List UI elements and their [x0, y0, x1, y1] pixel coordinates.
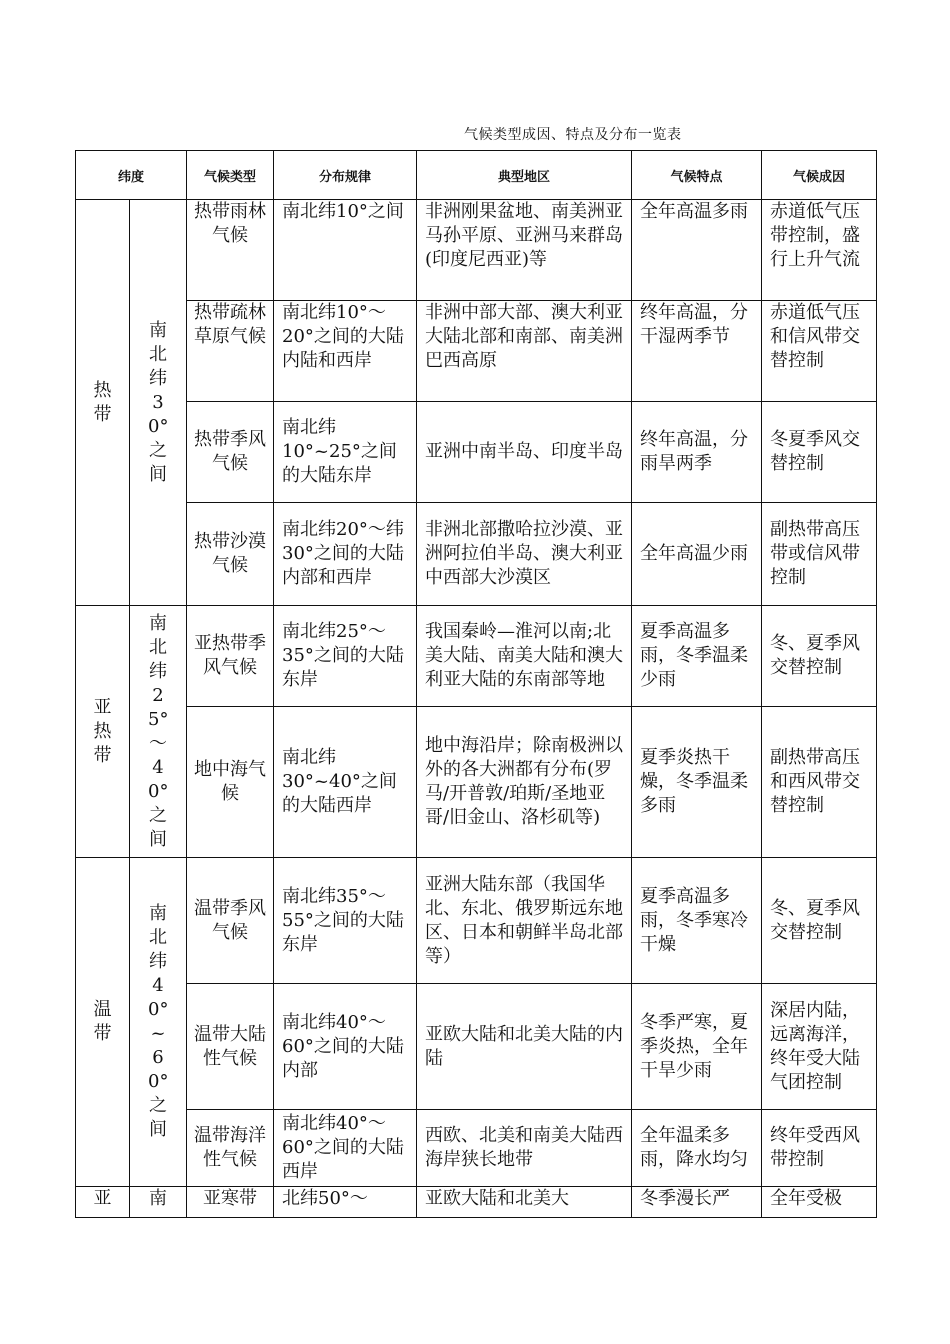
zone-name: 亚: [76, 1187, 130, 1218]
climate-type: 温带大陆性气候: [187, 984, 274, 1110]
features: 终年高温，分干湿两季节: [632, 301, 762, 402]
header-features: 气候特点: [632, 151, 762, 200]
climate-type: 热带沙漠气候: [187, 503, 274, 606]
latitude-cell: [130, 200, 187, 606]
causes: 冬、夏季风交替控制: [762, 858, 877, 984]
causes: 冬夏季风交替控制: [762, 402, 877, 503]
causes: 终年受西风带控制: [762, 1110, 877, 1187]
table-row: [76, 606, 877, 707]
distribution: 南北纬30°~40°之间的大陆西岸: [274, 707, 417, 858]
regions: 亚欧大陆和北美大陆的内陆: [417, 984, 632, 1110]
regions: 西欧、北美和南美大陆西海岸狭长地带: [417, 1110, 632, 1187]
page-title: 气候类型成因、特点及分布一览表: [464, 127, 682, 143]
features: 全年高温多雨: [632, 200, 762, 301]
table-header-row: [76, 151, 877, 200]
climate-type: 地中海气候: [187, 707, 274, 858]
table-row: [76, 402, 877, 503]
features: 冬季漫长严: [632, 1187, 762, 1218]
distribution: 南北纬10°～20°之间的大陆内陆和西岸: [274, 301, 417, 402]
table-row: [76, 503, 877, 606]
zone-cell: [76, 606, 130, 858]
distribution: 南北纬10°之间: [274, 200, 417, 301]
causes: 全年受极: [762, 1187, 877, 1218]
distribution: 南北纬20°～纬30°之间的大陆内部和西岸: [274, 503, 417, 606]
features: 夏季高温多雨，冬季寒冷干燥: [632, 858, 762, 984]
zone-name: 热带: [93, 379, 112, 425]
causes: 赤道低气压和信风带交替控制: [762, 301, 877, 402]
regions: 非洲刚果盆地、南美洲亚马孙平原、亚洲马来群岛(印度尼西亚)等: [417, 200, 632, 301]
distribution: 南北纬40°～60°之间的大陆内部: [274, 984, 417, 1110]
header-type: 气候类型: [187, 151, 274, 200]
table-row: [76, 1187, 877, 1218]
climate-type: 亚热带季风气候: [187, 606, 274, 707]
regions: 我国秦岭—淮河以南;北美大陆、南美大陆和澳大利亚大陆的东南部等地: [417, 606, 632, 707]
causes: 副热带高压带或信风带控制: [762, 503, 877, 606]
distribution: 南北纬10°~25°之间的大陆东岸: [274, 402, 417, 503]
latitude-cell: [130, 606, 187, 858]
causes: 副热带高压和西风带交替控制: [762, 707, 877, 858]
regions: 非洲北部撒哈拉沙漠、亚洲阿拉伯半岛、澳大利亚中西部大沙漠区: [417, 503, 632, 606]
causes: 深居内陆，远离海洋，终年受大陆气团控制: [762, 984, 877, 1110]
distribution: 南北纬25°～35°之间的大陆东岸: [274, 606, 417, 707]
header-causes: 气候成因: [762, 151, 877, 200]
features: 冬季严寒，夏季炎热，全年干旱少雨: [632, 984, 762, 1110]
header-latitude: 纬度: [76, 151, 187, 200]
climate-type: 亚寒带: [187, 1187, 274, 1218]
table-row: [76, 707, 877, 858]
regions: 非洲中部大部、澳大利亚大陆北部和南部、南美洲巴西高原: [417, 301, 632, 402]
table-row: [76, 301, 877, 402]
features: 全年温柔多雨，降水均匀: [632, 1110, 762, 1187]
header-regions: 典型地区: [417, 151, 632, 200]
climate-type: 热带季风气候: [187, 402, 274, 503]
climate-type: 温带海洋性气候: [187, 1110, 274, 1187]
table-row: [76, 200, 877, 301]
causes: 赤道低气压带控制，盛行上升气流: [762, 200, 877, 301]
distribution: 南北纬35°～55°之间的大陆东岸: [274, 858, 417, 984]
latitude-cell: [130, 858, 187, 1187]
causes: 冬、夏季风交替控制: [762, 606, 877, 707]
zone-range: 南北纬30°之间: [148, 319, 169, 485]
zone-range: 南北纬25°～40°之间: [148, 612, 169, 850]
distribution: 北纬50°～: [274, 1187, 417, 1218]
zone-range: 南: [130, 1187, 187, 1218]
climate-type: 热带雨林气候: [187, 200, 274, 301]
distribution: 南北纬40°～60°之间的大陆西岸: [274, 1110, 417, 1187]
regions: 亚洲中南半岛、印度半岛: [417, 402, 632, 503]
regions: 亚欧大陆和北美大: [417, 1187, 632, 1218]
header-distribution: 分布规律: [274, 151, 417, 200]
table-row: [76, 1110, 877, 1187]
zone-cell: [76, 200, 130, 606]
regions: 亚洲大陆东部（我国华北、东北、俄罗斯远东地区、日本和朝鲜半岛北部等）: [417, 858, 632, 984]
regions: 地中海沿岸；除南极洲以外的各大洲都有分布(罗马/开普敦/珀斯/圣地亚哥/旧金山、洛杉矶等): [417, 707, 632, 858]
features: 全年高温少雨: [632, 503, 762, 606]
climate-type: 温带季风气候: [187, 858, 274, 984]
table-row: [76, 984, 877, 1110]
features: 夏季炎热干燥，冬季温柔多雨: [632, 707, 762, 858]
features: 夏季高温多雨，冬季温柔少雨: [632, 606, 762, 707]
zone-cell: [76, 858, 130, 1187]
zone-name: 亚热带: [93, 696, 112, 766]
climate-table: [75, 150, 877, 1218]
table-row: [76, 858, 877, 984]
features: 终年高温，分雨旱两季: [632, 402, 762, 503]
zone-name: 温带: [93, 999, 112, 1044]
zone-range: 南北纬40°~60°之间: [148, 903, 169, 1140]
climate-type: 热带疏林草原气候: [187, 301, 274, 402]
